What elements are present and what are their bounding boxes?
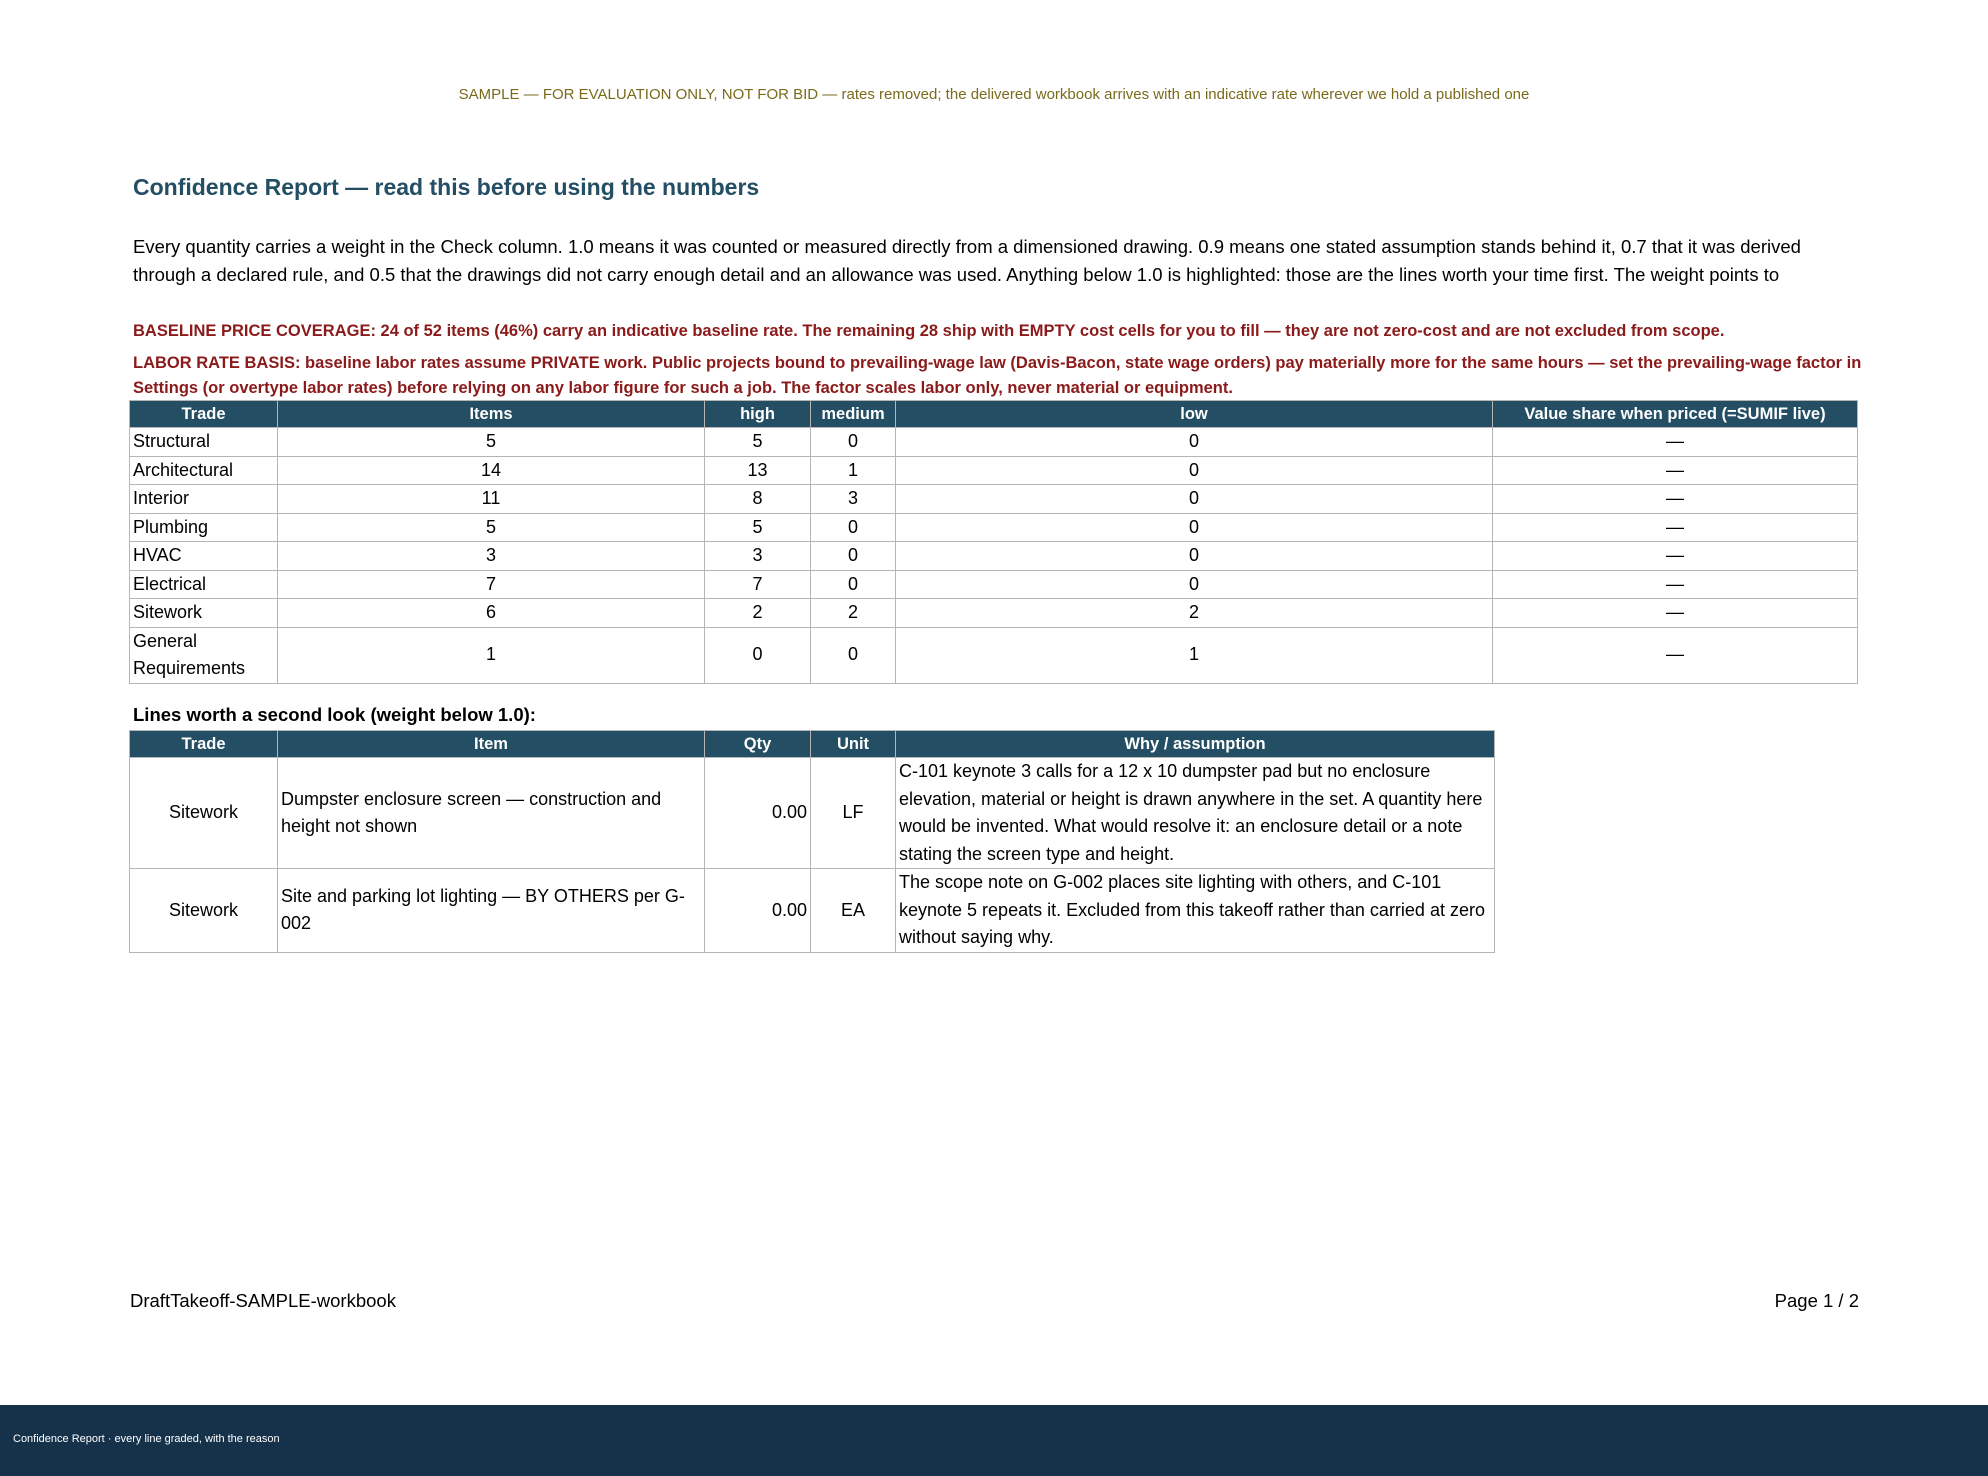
bottom-bar bbox=[0, 1405, 1988, 1476]
bottom-bar-caption: Confidence Report · every line graded, with the reason bbox=[13, 1433, 280, 1445]
share-cell: — bbox=[1493, 513, 1858, 542]
high-cell: 0 bbox=[705, 627, 811, 683]
items-cell: 5 bbox=[278, 513, 705, 542]
why-cell: C-101 keynote 3 calls for a 12 x 10 dumpster pad but no enclosure elevation, material or height is drawn anywhere in the set. A quantity here would be invented. What would resolve it: an enclosure detail or a note stating the screen type and height. bbox=[896, 758, 1495, 869]
low-cell: 0 bbox=[896, 542, 1493, 571]
high-cell: 8 bbox=[705, 485, 811, 514]
high-cell: 7 bbox=[705, 570, 811, 599]
col-header-low: low bbox=[896, 401, 1493, 428]
trade-cell: Interior bbox=[130, 485, 278, 514]
second-look-heading: Lines worth a second look (weight below 1.0): bbox=[133, 704, 536, 725]
table-row bbox=[130, 513, 1858, 542]
col-header-unit: Unit bbox=[811, 731, 896, 758]
low-cell: 1 bbox=[896, 627, 1493, 683]
share-cell: — bbox=[1493, 570, 1858, 599]
trade-summary-table bbox=[129, 400, 1858, 684]
high-cell: 2 bbox=[705, 599, 811, 628]
low-cell: 0 bbox=[896, 428, 1493, 457]
col-header-value-share: Value share when priced (=SUMIF live) bbox=[1493, 401, 1858, 428]
medium-cell: 0 bbox=[811, 570, 896, 599]
high-cell: 3 bbox=[705, 542, 811, 571]
items-cell: 6 bbox=[278, 599, 705, 628]
low-cell: 0 bbox=[896, 513, 1493, 542]
table-row bbox=[130, 542, 1858, 571]
items-cell: 3 bbox=[278, 542, 705, 571]
coverage-warning: BASELINE PRICE COVERAGE: 24 of 52 items (46%) carry an indicative baseline rate. The remaining 28 ship with EMPTY cost cells for you to fill — they are not zero-cost and are not excluded from scope. bbox=[133, 322, 1725, 340]
trade-cell: Structural bbox=[130, 428, 278, 457]
col-header-high: high bbox=[705, 401, 811, 428]
col-header-why: Why / assumption bbox=[896, 731, 1495, 758]
trade-cell: Sitework bbox=[130, 869, 278, 953]
items-cell: 11 bbox=[278, 485, 705, 514]
low-cell: 2 bbox=[896, 599, 1493, 628]
footer-page-number: Page 1 / 2 bbox=[1774, 1290, 1859, 1311]
high-cell: 5 bbox=[705, 428, 811, 457]
table-row bbox=[130, 869, 1495, 953]
detail-header-row bbox=[130, 731, 1495, 758]
share-cell: — bbox=[1493, 542, 1858, 571]
table-row bbox=[130, 428, 1858, 457]
medium-cell: 0 bbox=[811, 627, 896, 683]
col-header-qty: Qty bbox=[705, 731, 811, 758]
table-row bbox=[130, 485, 1858, 514]
why-cell: The scope note on G-002 places site lighting with others, and C-101 keynote 5 repeats it. Excluded from this takeoff rather than carried at zero without saying why. bbox=[896, 869, 1495, 953]
second-look-table bbox=[129, 730, 1495, 953]
low-cell: 0 bbox=[896, 456, 1493, 485]
trade-cell: Architectural bbox=[130, 456, 278, 485]
low-cell: 0 bbox=[896, 485, 1493, 514]
high-cell: 13 bbox=[705, 456, 811, 485]
high-cell: 5 bbox=[705, 513, 811, 542]
trade-cell: Plumbing bbox=[130, 513, 278, 542]
trade-cell: Sitework bbox=[130, 758, 278, 869]
labor-rate-warning: LABOR RATE BASIS: baseline labor rates assume PRIVATE work. Public projects bound to prevailing-wage law (Davis-Bacon, state wage orders) pay materially more for the same hours — set the prevailing-wage factor in Settings (or overtype labor rates) before relying on any labor figure for such a job. The factor scales labor only, never material or equipment. bbox=[133, 354, 1862, 397]
table-row bbox=[130, 570, 1858, 599]
unit-cell: LF bbox=[811, 758, 896, 869]
col-header-item: Item bbox=[278, 731, 705, 758]
share-cell: — bbox=[1493, 428, 1858, 457]
medium-cell: 0 bbox=[811, 513, 896, 542]
qty-cell: 0.00 bbox=[705, 758, 811, 869]
low-cell: 0 bbox=[896, 570, 1493, 599]
col-header-medium: medium bbox=[811, 401, 896, 428]
trade-cell: HVAC bbox=[130, 542, 278, 571]
col-header-trade: Trade bbox=[130, 401, 278, 428]
item-cell: Site and parking lot lighting — BY OTHERS per G-002 bbox=[278, 869, 705, 953]
item-cell: Dumpster enclosure screen — construction and height not shown bbox=[278, 758, 705, 869]
qty-cell: 0.00 bbox=[705, 869, 811, 953]
medium-cell: 3 bbox=[811, 485, 896, 514]
table-row bbox=[130, 456, 1858, 485]
intro-paragraph: Every quantity carries a weight in the Check column. 1.0 means it was counted or measured directly from a dimensioned drawing. 0.9 means one stated assumption stands behind it, 0.7 that it was derived through a declared rule, and 0.5 that the drawings did not carry enough detail and an allowance was used. Anything below 1.0 is highlighted: those are the lines worth your time first. The weight points to bbox=[133, 236, 1801, 285]
footer-filename: DraftTakeoff-SAMPLE-workbook bbox=[130, 1290, 396, 1311]
items-cell: 1 bbox=[278, 627, 705, 683]
medium-cell: 0 bbox=[811, 428, 896, 457]
col-header-items: Items bbox=[278, 401, 705, 428]
share-cell: — bbox=[1493, 456, 1858, 485]
medium-cell: 1 bbox=[811, 456, 896, 485]
share-cell: — bbox=[1493, 627, 1858, 683]
items-cell: 14 bbox=[278, 456, 705, 485]
table-row bbox=[130, 599, 1858, 628]
trade-cell: General Requirements bbox=[130, 627, 278, 683]
page-title: Confidence Report — read this before using the numbers bbox=[133, 174, 760, 200]
summary-header-row bbox=[130, 401, 1858, 428]
share-cell: — bbox=[1493, 599, 1858, 628]
items-cell: 5 bbox=[278, 428, 705, 457]
medium-cell: 0 bbox=[811, 542, 896, 571]
items-cell: 7 bbox=[278, 570, 705, 599]
table-row bbox=[130, 627, 1858, 683]
share-cell: — bbox=[1493, 485, 1858, 514]
trade-cell: Electrical bbox=[130, 570, 278, 599]
trade-cell: Sitework bbox=[130, 599, 278, 628]
sample-banner: SAMPLE — FOR EVALUATION ONLY, NOT FOR BID — rates removed; the delivered workbook arrives with an indicative rate wherever we hold a published one bbox=[458, 86, 1530, 103]
table-row bbox=[130, 758, 1495, 869]
medium-cell: 2 bbox=[811, 599, 896, 628]
col-header-trade: Trade bbox=[130, 731, 278, 758]
unit-cell: EA bbox=[811, 869, 896, 953]
